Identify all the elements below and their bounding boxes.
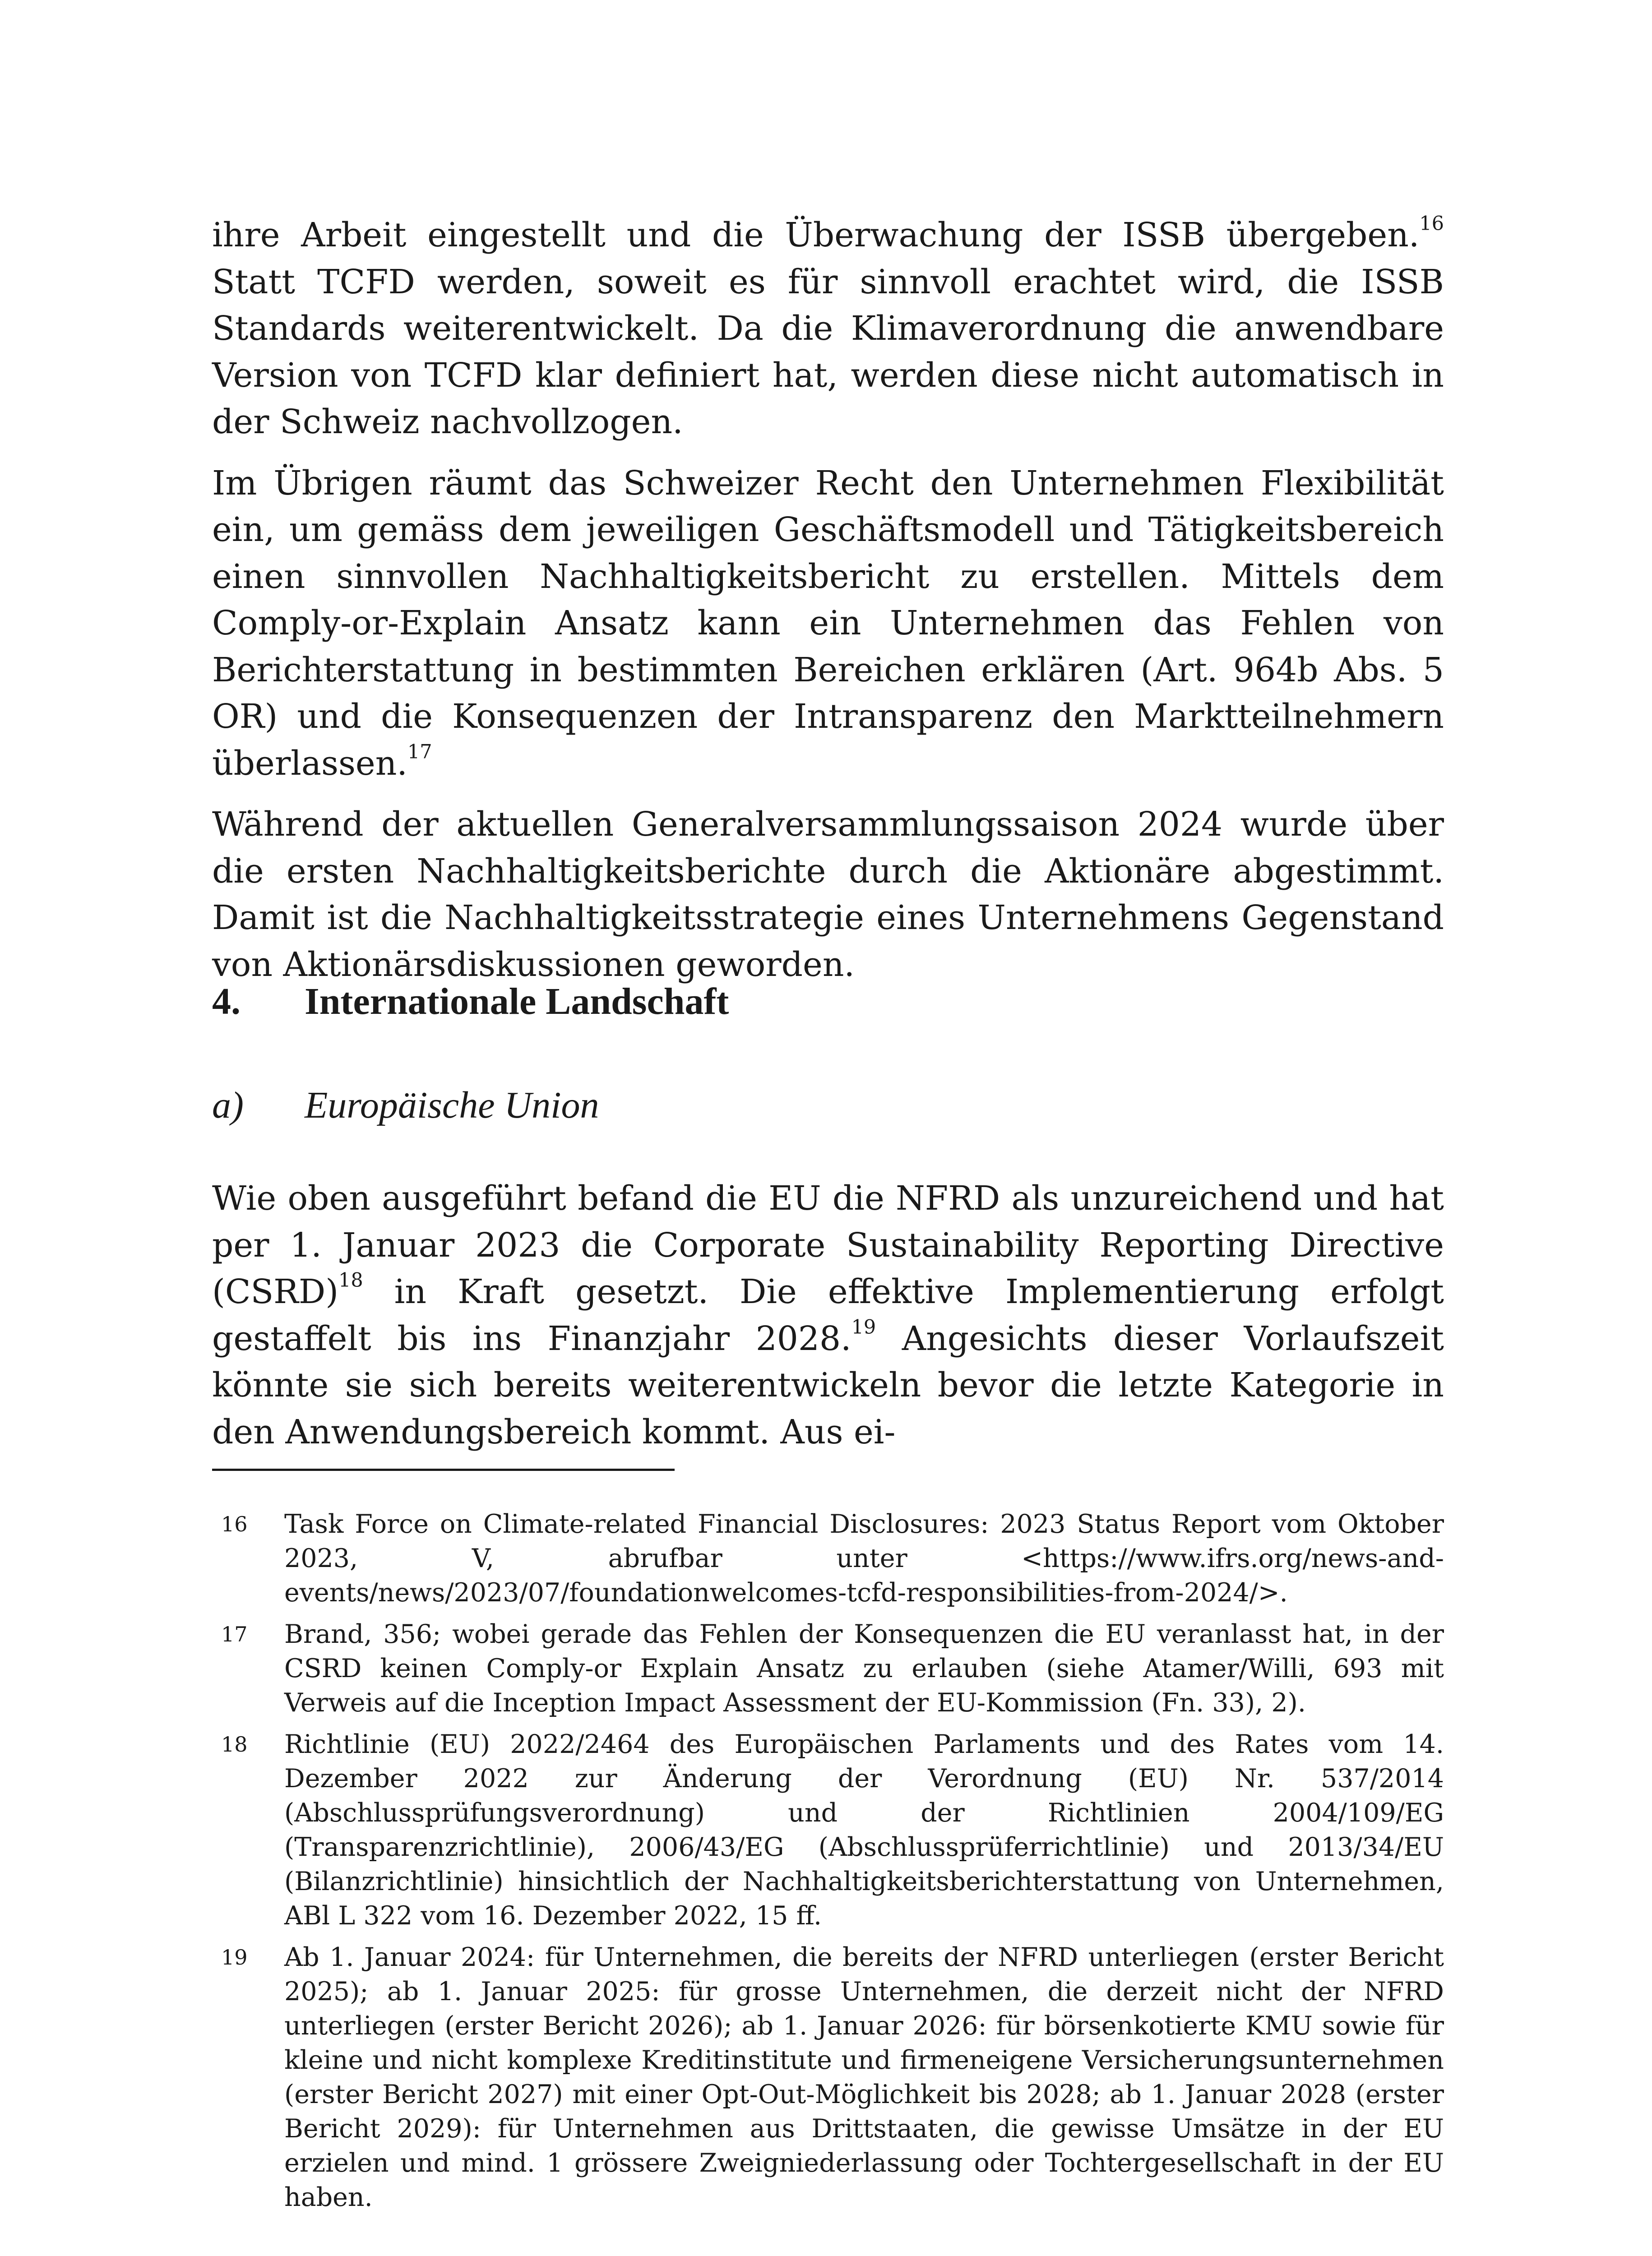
paragraph-3: Während der aktuellen Generalversammlungssaison 2024 wurde über die ersten Nachhaltigkeitsberichte durch die Aktionäre abgestimmt. Damit ist die Nachhaltigkeitsstrategie eines Unternehmens Gegenstand von Aktionärsdiskussionen geworden. (212, 805, 1444, 984)
body-text-upper (212, 212, 1444, 1003)
footnote-18 (212, 1727, 1444, 1933)
subsection-heading (212, 1083, 1444, 1128)
footnote-19 (212, 1940, 1444, 2214)
footnote-number: 16 (221, 1512, 248, 1536)
footnote-17 (212, 1617, 1444, 1720)
section-title: Internationale Landschaft (305, 980, 729, 1022)
footnote-text: Task Force on Climate-related Financial Disclosures: 2023 Status Report vom Oktober 2023, V, abrufbar unter <https://www.ifrs.org/news-and-events/news/2023/07/foundationwelcomes-tcfd-responsibilities-from-2024/>. (284, 1509, 1444, 1608)
footnote-text: Brand, 356; wobei gerade das Fehlen der Konsequenzen die EU veranlasst hat, in der CSRD keinen Comply-or Explain Ansatz zu erlauben (siehe Atamer/Willi, 693 mit Verweis auf die Inception Impact Assessment der EU-Kommission (Fn. 33), 2). (284, 1619, 1444, 1718)
paragraph-1: ihre Arbeit eingestellt und die Überwachung der ISSB übergeben.$^{16}$ Statt TCFD werden, soweit es für sinnvoll erachtet wird, die ISSB Standards weiterentwickelt. Da die Klimaverordnung die anwendbare Version von TCFD klar definiert hat, werden diese nicht automatisch in der Schweiz nachvollzogen. (212, 212, 1444, 441)
footnote-16 (212, 1507, 1444, 1610)
footnote-number: 18 (221, 1732, 248, 1757)
footnote-ref-17[interactable]: 17 (407, 740, 432, 763)
footnote-separator (212, 1469, 675, 1471)
footnote-text: Ab 1. Januar 2024: für Unternehmen, die bereits der NFRD unterliegen (erster Bericht 2025); ab 1. Januar 2025: für grosse Unternehmen, die derzeit nicht der NFRD unterliegen (erster Bericht 2026); ab 1. Januar 2026: für börsenkotierte KMU sowie für kleine und nicht komplexe Kreditinstitute und firmeneigene Versicherungsunternehmen (erster Bericht 2027) mit einer Opt-Out-Möglichkeit bis 2028; ab 1. Januar 2028 (erster Bericht 2029): für Unternehmen aus Drittstaaten, die gewisse Umsätze in der EU erzielen und mind. 1 grössere Zweigniederlassung oder Tochtergesellschaft in der EU haben. (284, 1942, 1444, 2212)
footnote-ref-16[interactable]: 16 (1419, 212, 1444, 235)
subsection-title: Europäische Union (305, 1084, 599, 1126)
subsection-number: a) (212, 1084, 244, 1126)
footnote-text: Richtlinie (EU) 2022/2464 des Europäischen Parlaments und des Rates vom 14. Dezember 2022 zur Änderung der Verordnung (EU) Nr. 537/2014 (Abschlussprüfungsverordnung) und der Richtlinien 2004/109/EG (Transparenzrichtlinie), 2006/43/EG (Abschlussprüferrichtlinie) und 2013/34/EU (Bilanzrichtlinie) hinsichtlich der Nachhaltigkeitsberichterstattung von Unternehmen, ABl L 322 vom 16. Dezember 2022, 15 ff. (284, 1729, 1444, 1931)
footnote-number: 19 (221, 1945, 248, 1969)
section-heading (212, 979, 1444, 1024)
paragraph-2: Im Übrigen räumt das Schweizer Recht den Unternehmen Flexibilität ein, um gemäss dem jeweiligen Geschäftsmodell und Tätigkeitsbereich einen sinnvollen Nachhaltigkeitsbericht zu erstellen. Mittels dem Comply-or-Explain Ansatz kann ein Unternehmen das Fehlen von Berichterstattung in bestimmten Bereichen erklären (Art. 964b Abs. 5 OR) und die Konsequenzen der Intransparenz den Marktteilnehmern überlassen.$^{17}$ (212, 463, 1444, 783)
footnote-number: 17 (221, 1622, 248, 1646)
footnotes (212, 1507, 1444, 2222)
body-text-lower (212, 1175, 1444, 1470)
footnote-ref-18[interactable]: 18 (338, 1269, 363, 1292)
paragraph-4: Wie oben ausgeführt befand die EU die NFRD als unzureichend und hat per 1. Januar 2023 die Corporate Sustainability Reporting Directive (CSRD)$^{18}$ in Kraft gesetzt. Die effektive Implementierung erfolgt gestaffelt bis ins Finanzjahr 2028.19 Angesichts dieser Vorlaufszeit könnte sie sich bereits weiterentwickeln bevor die letzte Kategorie in den Anwendungsbereich kommt. Aus ei- (212, 1179, 1444, 1452)
section-number: 4. (212, 980, 241, 1022)
footnote-ref-19[interactable]: 19 (851, 1316, 876, 1339)
